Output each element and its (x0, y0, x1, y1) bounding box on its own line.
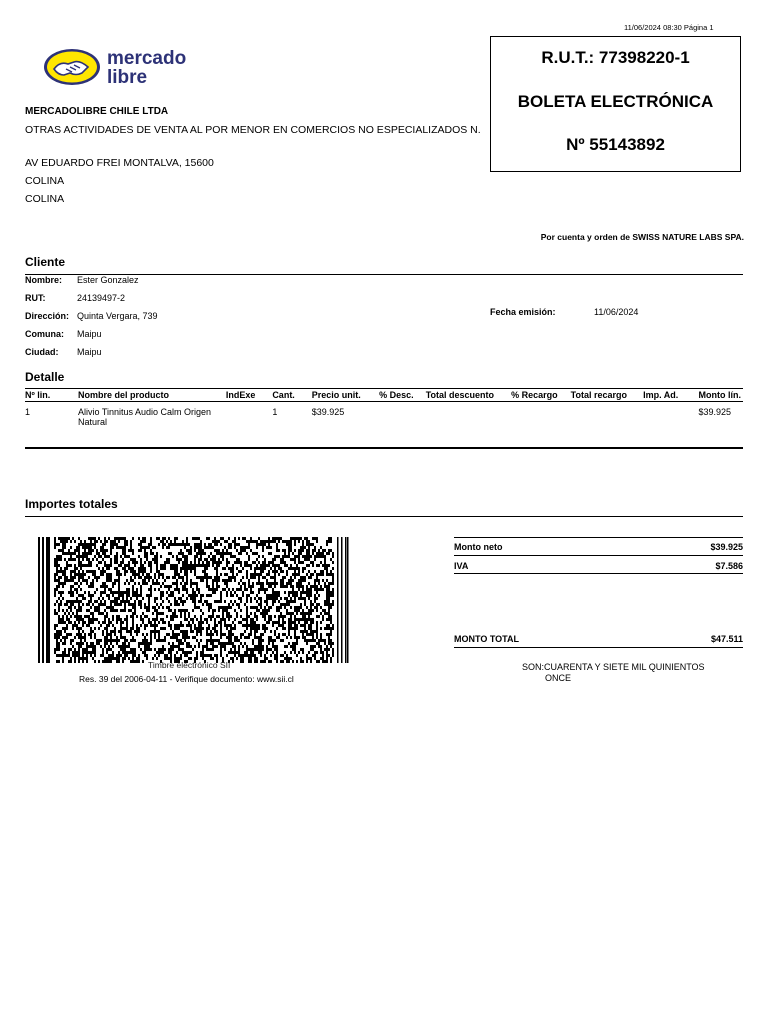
net-amount-label: Monto neto (454, 542, 503, 552)
cell-indexe (226, 402, 272, 428)
col-indexe: IndExe (226, 389, 272, 402)
table-row (25, 402, 743, 428)
col-quantity: Cant. (272, 389, 311, 402)
col-total-surcharge: Total recargo (571, 389, 643, 402)
col-line-no: Nº lin. (25, 389, 78, 402)
sii-timbre-barcode (38, 537, 349, 663)
client-section-title: Cliente (25, 255, 66, 269)
mercadolibre-logo (42, 45, 202, 89)
iva-label: IVA (454, 561, 469, 571)
issuer-region: COLINA (25, 193, 65, 205)
col-surcharge-pct: % Recargo (511, 389, 571, 402)
client-commune: Maipu (77, 329, 102, 339)
cell-line-no: 1 (25, 407, 31, 417)
issuer-name: MERCADOLIBRE CHILE LTDA (25, 106, 169, 117)
document-type: BOLETA ELECTRÓNICA (517, 92, 714, 111)
logo-text-mercado: mercado (107, 48, 187, 69)
col-additional-tax: Imp. Ad. (643, 389, 698, 402)
client-address: Quinta Vergara, 739 (77, 311, 158, 321)
amount-in-words: SON:CUARENTA Y SIETE MIL QUINIENTOS (522, 662, 705, 672)
client-commune-label: Comuna: (25, 329, 64, 339)
issue-date: 11/06/2024 (594, 307, 639, 317)
col-discount-pct: % Desc. (379, 389, 426, 402)
detail-header-row (25, 389, 743, 402)
issuer-rut: R.U.T.: 77398220-1 (541, 48, 690, 67)
totals-section-title: Importes totales (25, 497, 118, 511)
client-city: Maipu (77, 347, 102, 357)
cell-line-amount: $39.925 (698, 407, 732, 417)
timbre-resolution: Res. 39 del 2006-04-11 - Verifique documento: www.sii.cl (79, 674, 294, 684)
document-id-box (490, 36, 741, 172)
grand-total-label: MONTO TOTAL (454, 634, 519, 644)
client-name-label: Nombre: (25, 275, 63, 285)
col-total-discount: Total descuento (426, 389, 511, 402)
col-product-name: Nombre del producto (78, 389, 226, 402)
detail-bottom-divider (25, 447, 743, 449)
cell-discount-pct (379, 402, 426, 428)
client-address-label: Dirección: (25, 311, 70, 321)
totals-bottom-line (454, 647, 743, 648)
issue-date-label: Fecha emisión: (490, 307, 556, 317)
detail-section-title: Detalle (25, 370, 65, 384)
col-unit-price: Precio unit. (312, 389, 379, 402)
cell-unit-price: $39.925 (311, 407, 345, 417)
col-line-amount: Monto lín. (698, 390, 741, 400)
client-name: Ester Gonzalez (77, 275, 139, 285)
client-rut-label: RUT: (25, 293, 46, 303)
on-behalf-note: Por cuenta y orden de SWISS NATURE LABS SPA. (540, 232, 744, 242)
issuer-city: COLINA (25, 175, 65, 187)
grand-total: $47.511 (710, 634, 743, 644)
totals-top-line (454, 537, 743, 538)
cell-product-name: Alivio Tinnitus Audio Calm Origen Natural (78, 407, 212, 427)
client-rut: 24139497-2 (77, 293, 126, 303)
document-number: Nº 55143892 (566, 135, 665, 154)
barcode-graphic (38, 537, 349, 663)
totals-divider (25, 516, 743, 517)
amount-in-words-line2: ONCE (545, 673, 572, 683)
cell-total-discount (426, 402, 511, 428)
iva-amount: $7.586 (715, 561, 743, 571)
totals-line-2 (454, 555, 743, 556)
print-timestamp: 11/06/2024 08:30 Página 1 (624, 23, 714, 32)
issuer-activity: OTRAS ACTIVIDADES DE VENTA AL POR MENOR EN COMERCIOS NO ESPECIALIZADOS N. (25, 124, 481, 136)
detail-table (25, 389, 743, 427)
client-city-label: Ciudad: (25, 347, 59, 357)
totals-line-3 (454, 573, 743, 574)
issuer-address: AV EDUARDO FREI MONTALVA, 15600 (25, 157, 214, 169)
cell-additional-tax (643, 402, 698, 428)
net-amount: $39.925 (710, 542, 743, 552)
logo-text-libre: libre (107, 67, 148, 88)
cell-total-surcharge (571, 402, 643, 428)
timbre-caption: Timbre electrónico SII (148, 660, 231, 670)
cell-quantity: 1 (272, 407, 278, 417)
cell-surcharge-pct (511, 402, 571, 428)
